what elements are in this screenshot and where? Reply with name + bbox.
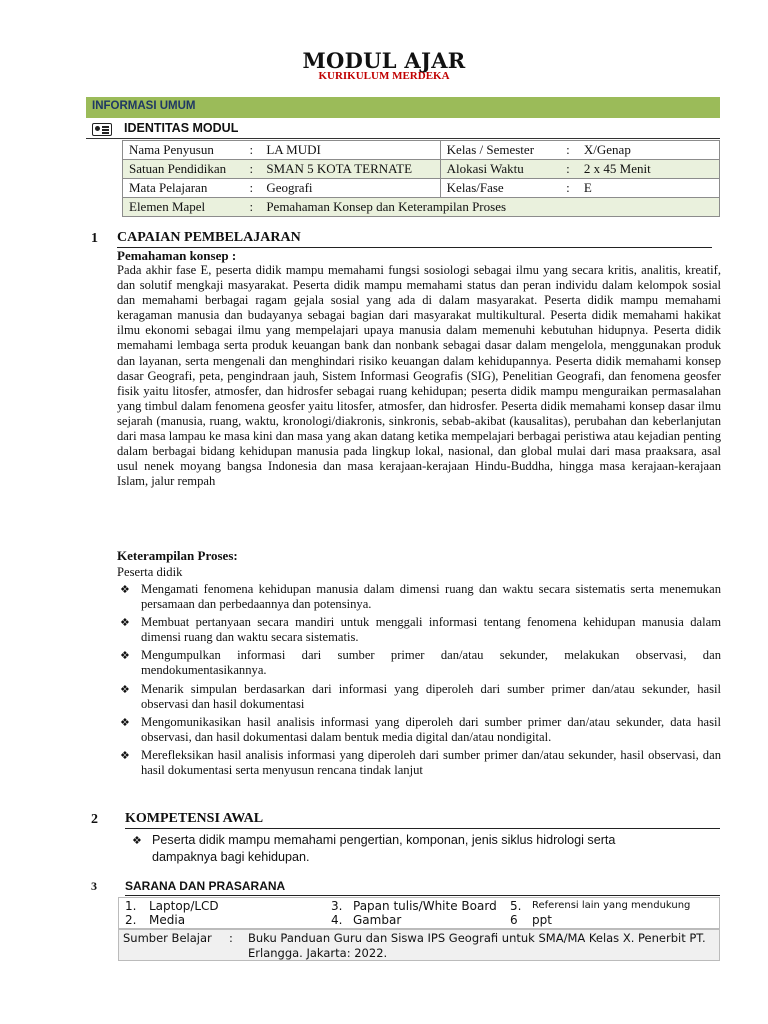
keterampilan-proses-label: Keterampilan Proses: — [117, 548, 238, 563]
sarana-item: ppt — [532, 913, 552, 927]
pemahaman-konsep-label: Pemahaman konsep : — [117, 248, 237, 263]
diamond-bullet-icon: ❖ — [120, 649, 130, 663]
diamond-bullet-icon: ❖ — [120, 715, 130, 729]
cell-label: Alokasi Waktu — [440, 160, 558, 179]
list-item — [117, 648, 721, 678]
diamond-bullet-icon: ❖ — [120, 616, 130, 630]
section-title: SARANA DAN PRASARANA — [125, 879, 720, 896]
sarana-item: Gambar — [353, 913, 402, 927]
keterampilan-list — [117, 582, 721, 781]
sarana-num: 2. — [125, 913, 137, 927]
id-card-icon — [92, 123, 112, 136]
table-row — [123, 179, 720, 198]
list-item-text: Merefleksikan hasil analisis informasi yang diperoleh dari sumber primer dan/atau sekunder, hasil observasi, dan hasil dokumentasi serta menyusun rencana tindak lanjut — [141, 747, 721, 778]
sarana-num: 4. — [331, 913, 343, 927]
cell-value: Geografi — [260, 179, 440, 198]
sarana-item: Media — [149, 913, 186, 927]
list-item-text: Mengamati fenomena kehidupan manusia dalam dimensi ruang dan waktu secara sistematis serta menemukan persamaan dan perbedaannya dan potensinya. — [141, 582, 721, 612]
diamond-bullet-icon: ❖ — [120, 583, 130, 596]
table-row — [123, 160, 720, 179]
keterampilan-intro: Peserta didik — [117, 565, 183, 579]
table-row-elemen — [123, 198, 720, 217]
list-item-text: Menarik simpulan berdasarkan dari informasi yang diperoleh dari sumber primer dan/atau sekunder, hasil observasi dan hasil dokumentasi — [141, 681, 721, 711]
page-title: MODUL AJAR — [302, 48, 466, 73]
diamond-bullet-icon: ❖ — [132, 834, 142, 847]
sarana-item: Laptop/LCD — [149, 899, 219, 913]
sarana-num: 6 — [510, 913, 518, 927]
cell-colon: : — [242, 141, 260, 160]
cell-colon: : — [558, 141, 578, 160]
cell-label: Mata Pelajaran — [123, 179, 243, 198]
page-subtitle: KURIKULUM MERDEKA — [318, 70, 450, 82]
list-item-text: Membuat pertanyaan secara mandiri untuk menggali informasi tentang fenomena kehidupan manusia dalam dimensi ruang dan waktu secara sistematis. — [141, 615, 721, 645]
identitas-modul-title: IDENTITAS MODUL — [124, 121, 239, 135]
pemahaman-konsep-paragraph: Pada akhir fase E, peserta didik mampu memahami fungsi sosiologi sebagai ilmu yang secara kritis, analitis, kreatif, dan solutif mengkaji masyarakat. Peserta didik mampu memahami status dan peran individu dalam kelompok sosial dan memahami berbagai ragam gejala sosial yang ada di dalam masyarakat. Peserta didik mampu memahami keragaman manusia dan budayanya sebagai bagian dari masyarakat multikultural. Peserta didik memahami hakikat ilmu ekonomi sebagai ilmu yang mempelajari upaya manusia dalam memenuhi kebutuhan hidupnya. Peserta didik memahami lembaga serta produk keuangan bank dan nonbank sebagai dasar dalam mengelola, menggunakan produk dan layanan, serta mengenali dan menghindari risiko keuangan dalam kehidupannya. Peserta didik memahami konsep dasar Geografi, peta, pengindraan jauh, Sistem Informasi Geografis (SIG), Penelitian Geografi, dan fenomena geosfer fisik yaitu litosfer, atmosfer, dan hidrosfer sebagai ruang kehidupan; peserta didik mampu menguraikan permasalahan yang timbul dalam fenomena geosfer yaitu litosfer, atmosfer, dan hidrosfer. Peserta didik memahami konsep dasar ilmu sejarah (manusia, ruang, waktu, kronologi/diakronis, sinkronis, sebab-akibat (kausalitas), perubahan dan keberlanjutan dari masa lampau ke masa kini dan masa yang akan datang ketika mempelajari berbagai peristiwa atau kejadian penting dalam berbagai bidang kehidupan manusia pada lingkup lokal, nasional, dan global mulai dari masa praaksara, asal usul nenek moyang bangsa Indonesia dan masa kerajaan-kerajaan Hindu-Buddha, hingga masa kerajaan-kerajaan Islam, jalur rempah — [117, 263, 721, 489]
section-number: 1 — [91, 231, 98, 246]
cell-value: 2 x 45 Menit — [578, 160, 720, 179]
section-title: KOMPETENSI AWAL — [125, 811, 720, 829]
cell-colon: : — [558, 179, 578, 198]
sumber-belajar-row — [118, 929, 720, 961]
sumber-belajar-text: Buku Panduan Guru dan Siswa IPS Geografi untuk SMA/MA Kelas X. Penerbit PT. Erlangga. Jakarta: 2022. — [248, 931, 706, 960]
cell-label: Elemen Mapel — [123, 198, 243, 217]
section-number: 3 — [91, 879, 97, 893]
identitas-table — [122, 140, 720, 217]
cell-label: Nama Penyusun — [123, 141, 243, 160]
cell-value: LA MUDI — [260, 141, 440, 160]
cell-colon: : — [242, 198, 260, 217]
list-item — [117, 582, 721, 612]
list-item-text: Mengomunikasikan hasil analisis informasi yang diperoleh dari sumber primer dan/atau sekunder, data hasil observasi, dan hasil dokumentasi dalam bentuk media digital dan/atau nondigital. — [141, 714, 721, 744]
table-row — [123, 141, 720, 160]
kompetensi-awal-text: Peserta didik mampu memahami pengertian, komponan, jenis siklus hidrologi serta dampaknya bagi kehidupan. — [152, 833, 616, 864]
sumber-belajar-label: Sumber Belajar — [123, 931, 212, 945]
list-item — [117, 682, 721, 712]
cell-colon: : — [242, 160, 260, 179]
cell-value: Pemahaman Konsep dan Keterampilan Proses — [260, 198, 719, 217]
section-title: CAPAIAN PEMBELAJARAN — [117, 230, 712, 248]
cell-label: Satuan Pendidikan — [123, 160, 243, 179]
cell-value: X/Genap — [578, 141, 720, 160]
diamond-bullet-icon: ❖ — [120, 682, 130, 696]
cell-value: SMAN 5 KOTA TERNATE — [260, 160, 440, 179]
diamond-bullet-icon: ❖ — [120, 748, 130, 762]
list-item — [117, 748, 721, 778]
sarana-item: Referensi lain yang mendukung — [532, 900, 691, 911]
cell-label: Kelas / Semester — [440, 141, 558, 160]
section-number: 2 — [91, 812, 98, 827]
list-item — [117, 615, 721, 645]
sumber-belajar-colon: : — [229, 931, 233, 945]
kompetensi-awal-item — [132, 832, 652, 866]
cell-colon: : — [242, 179, 260, 198]
sarana-num: 3. — [331, 899, 343, 913]
sarana-num: 1. — [125, 899, 137, 913]
identitas-modul-header — [86, 120, 720, 139]
sarana-item: Papan tulis/White Board — [353, 899, 497, 913]
informasi-umum-banner: INFORMASI UMUM — [86, 97, 720, 118]
list-item — [117, 715, 721, 745]
sarana-list — [118, 897, 720, 929]
cell-value: E — [578, 179, 720, 198]
cell-colon: : — [558, 160, 578, 179]
cell-label: Kelas/Fase — [440, 179, 558, 198]
sarana-num: 5. — [510, 899, 522, 913]
list-item-text: Mengumpulkan informasi dari sumber primer dan/atau sekunder, melakukan observasi, dan mendokumentasikannya. — [141, 648, 721, 678]
